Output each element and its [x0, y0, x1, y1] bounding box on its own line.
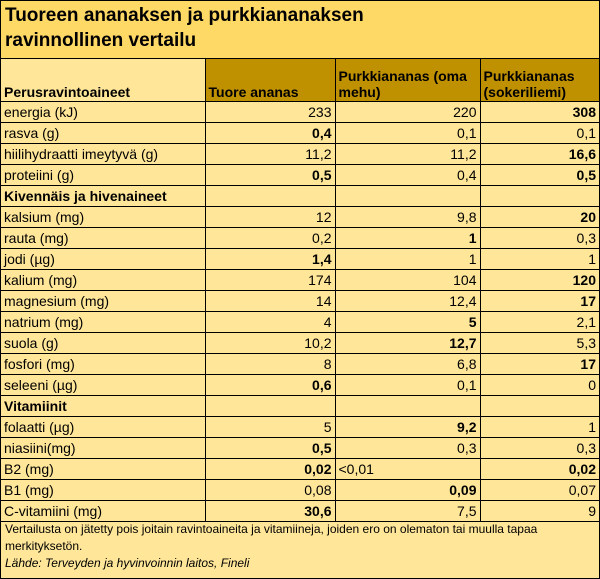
empty-cell: [205, 186, 335, 207]
table-row: [1, 102, 599, 123]
value-cell: 20: [480, 207, 599, 228]
nutrient-label: suola (g): [1, 333, 205, 354]
empty-cell: [480, 396, 599, 417]
header-canned-syrup: Purkkiananas (sokeriliemi): [480, 59, 599, 102]
table-row: [1, 207, 599, 228]
value-cell: 174: [205, 270, 335, 291]
value-cell: 30,6: [205, 501, 335, 522]
footnote-area: [1, 521, 600, 572]
nutrient-label: magnesium (mg): [1, 291, 205, 312]
value-cell: 0,5: [480, 165, 599, 186]
nutrient-label: hiilihydraatti imeytyvä (g): [1, 144, 205, 165]
source-note: Lähde: Terveyden ja hyvinvoinnin laitos, Fineli: [5, 556, 250, 570]
header-fresh: Tuore ananas: [205, 59, 335, 102]
table-row: [1, 480, 599, 501]
value-cell: 9,8: [335, 207, 480, 228]
value-cell: 0,3: [335, 438, 480, 459]
value-cell: 0: [480, 375, 599, 396]
value-cell: 5,3: [480, 333, 599, 354]
table-row: [1, 144, 599, 165]
nutrient-label: jodi (µg): [1, 249, 205, 270]
table-row: [1, 165, 599, 186]
empty-cell: [335, 396, 480, 417]
nutrient-label: rasva (g): [1, 123, 205, 144]
value-cell: 0,3: [480, 228, 599, 249]
value-cell: 220: [335, 102, 480, 123]
nutrient-label: niasiini(mg): [1, 438, 205, 459]
header-nutrient: Perusravintoaineet: [1, 59, 205, 102]
nutrition-table: [1, 58, 599, 522]
value-cell: 8: [205, 354, 335, 375]
table-row: [1, 249, 599, 270]
title-line-2: ravinnollinen vertailu: [5, 30, 197, 51]
value-cell: 120: [480, 270, 599, 291]
value-cell: 10,2: [205, 333, 335, 354]
value-cell: 0,5: [205, 165, 335, 186]
nutrient-label: seleeni (µg): [1, 375, 205, 396]
value-cell: 17: [480, 354, 599, 375]
nutrient-label: folaatti (µg): [1, 417, 205, 438]
section-row: [1, 186, 599, 207]
footnote: Vertailusta on jätetty pois joitain ravintoaineita ja vitamiineja, joiden ero on olematon tai muulla tapaa merkityksetön.: [5, 522, 538, 553]
table-row: [1, 312, 599, 333]
table-row: [1, 270, 599, 291]
value-cell: 0,4: [205, 123, 335, 144]
value-cell: <0,01: [335, 459, 480, 480]
nutrient-label: natrium (mg): [1, 312, 205, 333]
value-cell: 0,07: [480, 480, 599, 501]
empty-cell: [480, 186, 599, 207]
value-cell: 5: [335, 312, 480, 333]
value-cell: 104: [335, 270, 480, 291]
value-cell: 0,1: [480, 123, 599, 144]
nutrient-label: C-vitamiini (mg): [1, 501, 205, 522]
empty-cell: [205, 396, 335, 417]
table-row: [1, 417, 599, 438]
table-row: [1, 291, 599, 312]
value-cell: 5: [205, 417, 335, 438]
value-cell: 9,2: [335, 417, 480, 438]
nutrient-label: energia (kJ): [1, 102, 205, 123]
header-canned-juice: Purkkiananas (oma mehu): [335, 59, 480, 102]
section-row: [1, 396, 599, 417]
value-cell: 12: [205, 207, 335, 228]
value-cell: 233: [205, 102, 335, 123]
value-cell: 0,2: [205, 228, 335, 249]
value-cell: 1: [335, 249, 480, 270]
table-title: [1, 1, 599, 59]
value-cell: 0,1: [335, 123, 480, 144]
value-cell: 0,02: [205, 459, 335, 480]
section-label: Vitamiinit: [1, 396, 205, 417]
nutrient-label: B2 (mg): [1, 459, 205, 480]
value-cell: 0,3: [480, 438, 599, 459]
value-cell: 0,6: [205, 375, 335, 396]
value-cell: 17: [480, 291, 599, 312]
value-cell: 9: [480, 501, 599, 522]
value-cell: 6,8: [335, 354, 480, 375]
value-cell: 4: [205, 312, 335, 333]
nutrient-label: rauta (mg): [1, 228, 205, 249]
value-cell: 308: [480, 102, 599, 123]
table-row: [1, 354, 599, 375]
value-cell: 0,08: [205, 480, 335, 501]
table-row: [1, 375, 599, 396]
table-row: [1, 123, 599, 144]
nutrient-label: kalium (mg): [1, 270, 205, 291]
table-row: [1, 438, 599, 459]
value-cell: 0,4: [335, 165, 480, 186]
value-cell: 2,1: [480, 312, 599, 333]
value-cell: 0,02: [480, 459, 599, 480]
table-row: [1, 333, 599, 354]
value-cell: 1: [480, 249, 599, 270]
nutrient-label: kalsium (mg): [1, 207, 205, 228]
table-row: [1, 228, 599, 249]
value-cell: 1: [480, 417, 599, 438]
value-cell: 0,09: [335, 480, 480, 501]
nutrient-label: fosfori (mg): [1, 354, 205, 375]
value-cell: 16,6: [480, 144, 599, 165]
table-row: [1, 501, 599, 522]
value-cell: 0,5: [205, 438, 335, 459]
value-cell: 7,5: [335, 501, 480, 522]
title-line-1: Tuoreen ananaksen ja purkkiananaksen: [5, 5, 364, 26]
value-cell: 1,4: [205, 249, 335, 270]
value-cell: 0,1: [335, 375, 480, 396]
nutrient-label: B1 (mg): [1, 480, 205, 501]
empty-cell: [335, 186, 480, 207]
table-row: [1, 459, 599, 480]
value-cell: 14: [205, 291, 335, 312]
value-cell: 11,2: [335, 144, 480, 165]
value-cell: 11,2: [205, 144, 335, 165]
value-cell: 12,7: [335, 333, 480, 354]
section-label: Kivennäis ja hivenaineet: [1, 186, 205, 207]
nutrient-label: proteiini (g): [1, 165, 205, 186]
value-cell: 1: [335, 228, 480, 249]
header-row: [1, 59, 599, 102]
value-cell: 12,4: [335, 291, 480, 312]
